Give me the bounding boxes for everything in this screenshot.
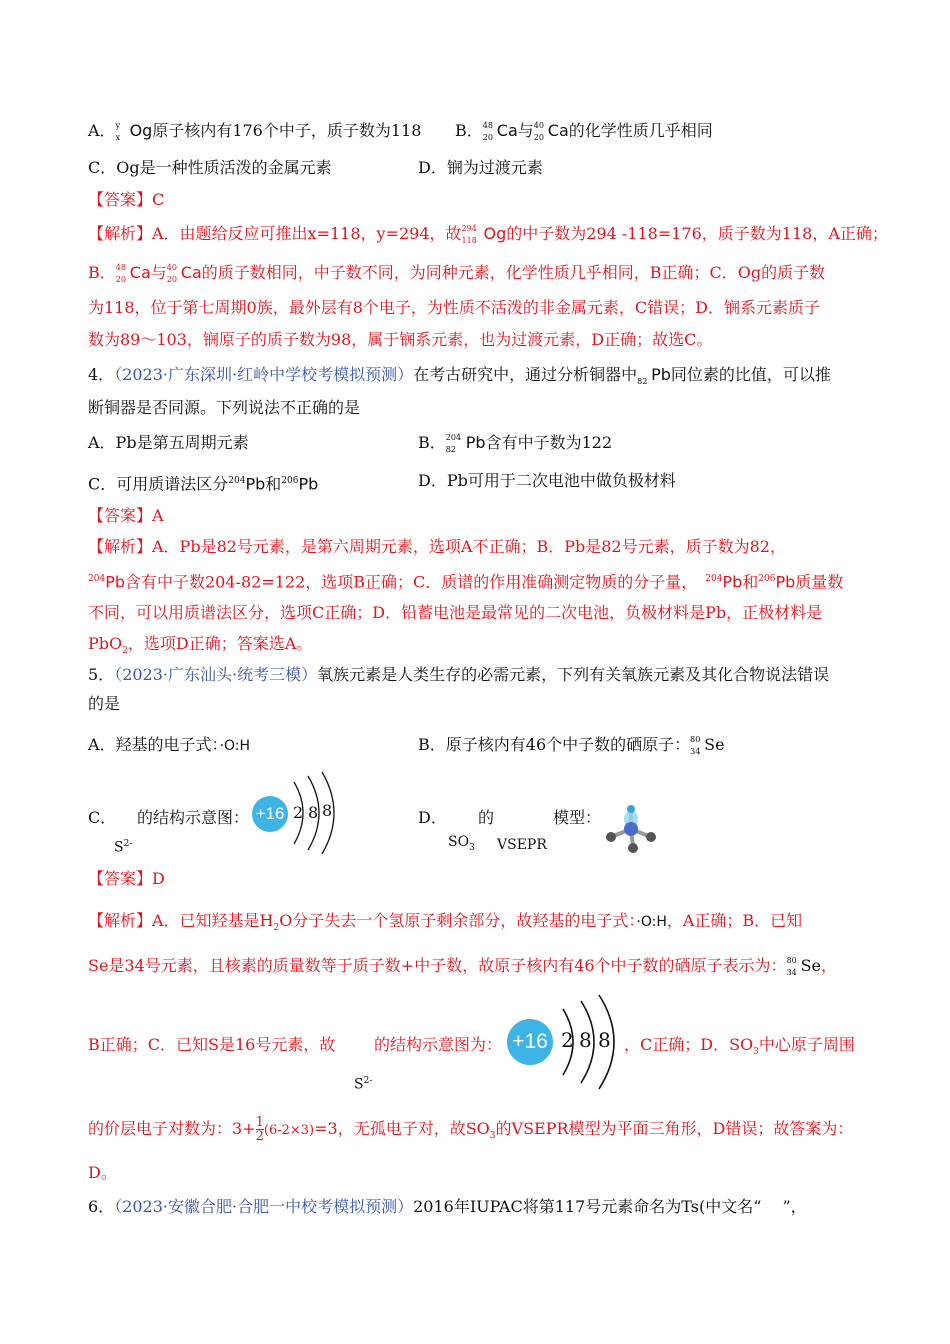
vsepr-label: VSEPR — [497, 837, 547, 853]
q4-stem-line1: 4．（2023·广东深圳·红岭中学校考模拟预测）在考古研究中，通过分析铜器中 82 Pb同位素的比值，可以推 — [88, 365, 831, 386]
q5-option-b: B．原子核内有46个中子数的硒原子： 80 34 Se — [418, 734, 725, 756]
q4-explanation-line3: 不同，可以用质谱法区分，选项C正确；D．铅蓄电池是最常见的二次电池，负极材料是Pb，正极材料是 — [88, 603, 823, 622]
sulfide-structure-diagram — [250, 770, 345, 856]
molecule-model-icon — [603, 803, 661, 855]
q4-option-c: C．可用质谱法区分$^{204}$Pb和$^{206}$Pb — [88, 474, 319, 494]
shell-count: 2 — [561, 1028, 574, 1052]
q3-answer: 【答案】C — [88, 190, 165, 209]
nucleus: +16 — [252, 796, 288, 832]
q5-option-c-label: C． — [88, 808, 117, 827]
q5-stem-line1: 5．（2023·广东汕头·统考三模）氧族元素是人类生存的必需元素，下列有关氧族元素及其化合物说法错误 — [88, 665, 830, 684]
q6-source: （2023·安徽合肥·合肥一中校考模拟预测） — [114, 1197, 414, 1216]
hydroxyl-electron-formula: ·O:H — [219, 738, 251, 754]
q5-explanation-line2: Se是34号元素，且核素的质量数等于质子数+中子数，故原子核内有46个中子数的硒原子表示为： 80 34 Se， — [88, 955, 838, 977]
q4-option-b: B． 204 82 Pb含有中子数为122 — [418, 432, 613, 454]
q3-explanation-line1: 【解析】A．由题给反应可推出x=118，y=294，故 294 118 Og的中子数为294 -118=176，质子数为118，A正确； — [88, 223, 888, 245]
q5-explanation-line3-mid: 的结构示意图为： — [374, 1035, 503, 1054]
q5-explanation-line4: 的价层电子对数为：3+ $\frac{1}{2}$ (6-2×3)=3，无孤电子对，故$SO_3$的VSEPR模型为平面三角形，D错误；故答案为： — [88, 1115, 854, 1144]
q3-option-b: B． 48 20 Ca与 40 20 Ca的化学性质几乎相同 — [455, 120, 713, 142]
q5-option-c-text: 的结构示意图： — [137, 808, 250, 827]
q6-stem: 6．（2023·安徽合肥·合肥一中校考模拟预测）2016年IUPAC将第117号元素命名为Ts(中文名“ ”， — [88, 1197, 807, 1216]
q4-explanation-line2: $^{204}$Pb含有中子数204-82=122，选项B正确；C．质谱的作用准确测定物质的分子量， $^{204}$Pb和$^{206}$Pb质量数 — [88, 572, 844, 592]
q5-explanation-line1: 【解析】A．已知羟基是$H_2O$分子失去一个氢原子剩余部分，故羟基的电子式：·O:H，A正确；B．已知 — [88, 911, 803, 934]
q4-option-a: A．Pb是第五周期元素 — [88, 433, 249, 452]
q5-option-d-model: 模型： — [553, 808, 602, 827]
sulfide-ion: $S^{2-}$ — [114, 839, 133, 856]
nucleus: +16 — [507, 1019, 553, 1065]
q4-explanation-line1: 【解析】A．Pb是82号元素，是第六周期元素，选项A不正确；B．Pb是82号元素，质子数为82， — [88, 537, 786, 556]
q4-explanation-line4: PbO$_2$，选项D正确；答案选A。 — [88, 634, 313, 657]
q5-explanation-line5: D。 — [88, 1163, 117, 1182]
sulfide-ion: $S^{2-}$ — [354, 1076, 373, 1093]
so3-formula: $SO_3$ — [448, 834, 475, 853]
q4-source: （2023·广东深圳·红岭中学校考模拟预测） — [114, 365, 414, 384]
shell-count: 8 — [598, 1028, 611, 1052]
q4-option-d: D．Pb可用于二次电池中做负极材料 — [418, 471, 676, 490]
fraction: $\frac{1}{2}$ — [255, 1115, 264, 1144]
q5-stem-line2: 的是 — [88, 694, 121, 713]
q3-option-c: C．Og是一种性质活泼的金属元素 — [88, 158, 332, 177]
sulfide-structure-diagram — [503, 993, 628, 1093]
q5-answer: 【答案】D — [88, 869, 165, 888]
q3-explanation-line4: 数为89～103，锎原子的质子数为98，属于锎系元素，也为过渡元素，D正确；故选C。 — [88, 330, 713, 349]
q5-explanation-line3-post: ，C正确；D．$SO_3$中心原子周围 — [624, 1035, 855, 1058]
q5-option-d-label: D． — [418, 808, 447, 827]
q4-answer: 【答案】A — [88, 506, 164, 525]
shell-count: 8 — [579, 1028, 592, 1052]
q5-option-a: A．羟基的电子式：·O:H — [88, 735, 251, 754]
q3-option-d: D．锎为过渡元素 — [418, 158, 543, 177]
q3-explanation-line3: 为118，位于第七周期0族，最外层有8个电子，为性质不活泼的非金属元素，C错误；D．锎系元素质子 — [88, 298, 820, 317]
q5-option-d-of: 的 — [478, 808, 495, 827]
q5-explanation-line3-pre: B正确；C．已知S是16号元素，故 — [88, 1035, 336, 1054]
q3-explanation-line2: B． 48 20 Ca与 40 20 Ca的质子数相同，中子数不同，为同种元素，化学性质几乎相同，B正确；C．Og的质子数 — [88, 262, 826, 284]
shell-count: 8 — [308, 803, 319, 822]
q3-option-a: A． y x Og原子核内有176个中子，质子数为118 — [88, 120, 422, 142]
q4-stem-line2: 断铜器是否同源。下列说法不正确的是 — [88, 398, 361, 417]
isotope-notation: y x — [115, 120, 121, 142]
q5-source: （2023·广东汕头·统考三模） — [114, 665, 318, 684]
shell-count: 2 — [293, 803, 304, 822]
shell-count: 8 — [322, 801, 333, 820]
